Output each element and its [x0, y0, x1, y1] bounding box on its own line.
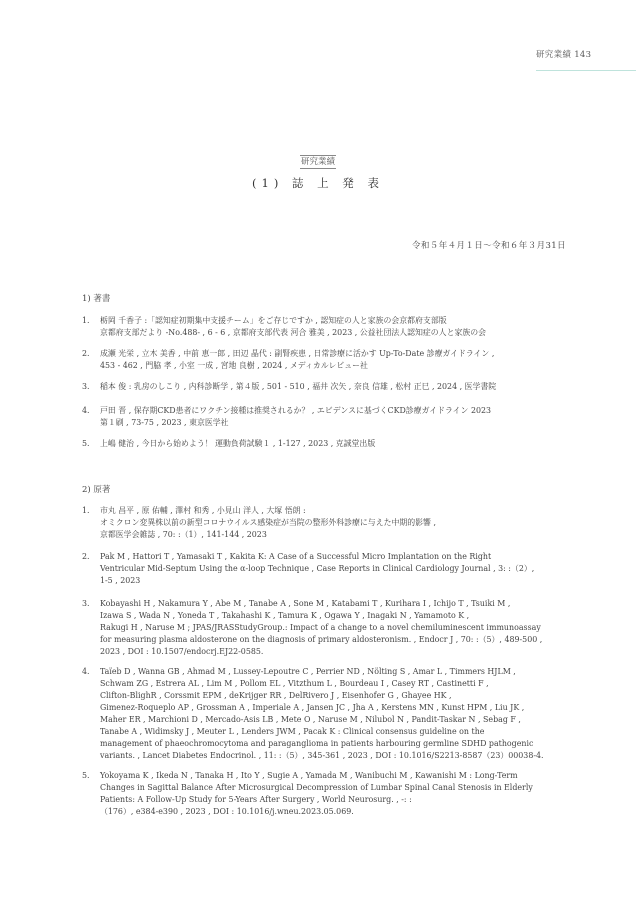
entry-line: Tanabe A , Widimsky J , Meuter L , Lenders JWM , Pacak K : Clinical consensus guideline on the	[100, 727, 485, 736]
entry-line: for measuring plasma aldosterone on the diagnosis of primary aldosteronism. , Endocr J , 70: :（5）, 489-500 ,	[100, 635, 543, 644]
entry-line: 稲本 俊 : 乳房のしこり , 内科診断学 , 第４版 , 501 - 510 , 福井 次矢 , 奈良 信雄 , 松村 正巳 , 2024 , 医学書院	[100, 382, 497, 391]
entry-line: Clifton-BlighR , Corssmit EPM , deKrijger RR , DelRivero J , Eisenhofer G , Ghayee HK ,	[100, 691, 452, 700]
entry-number: 3.	[82, 382, 90, 391]
entry-number: 1.	[82, 316, 90, 325]
entry-line: 栃岡 千香子 :「認知症初期集中支援チーム」をご存じですか , 認知症の人と家族の会京都府支部版	[100, 316, 447, 325]
entry-line: 第１刷 , 73-75 , 2023 , 東京医学社	[100, 418, 229, 427]
entry-line: Kobayashi H , Nakamura Y , Abe M , Tanabe A , Sone M , Katabami T , Kurihara I , Ichijo T , Tsuiki M ,	[100, 599, 511, 608]
entry-line: 2023 , DOI : 10.1507/endocrj.EJ22-0585.	[100, 647, 264, 656]
list-item	[82, 505, 586, 541]
list-item	[82, 598, 586, 658]
entry-line: Taïeb D , Wanna GB , Ahmad M , Lussey-Lepoutre C , Perrier ND , Nölting S , Amar L , Timmers HJLM ,	[100, 667, 516, 676]
section-label: 研究業績	[300, 157, 335, 167]
entry-number: 5.	[82, 439, 90, 448]
entry-line: 市丸 昌平 , 原 佑輔 , 澤村 和秀 , 小見山 洋人 , 大塚 悟朗 :	[100, 506, 306, 515]
entry-line: （176）, e384-e390 , 2023 , DOI : 10.1016/j.wneu.2023.05.069.	[100, 807, 354, 816]
page-title: (1) 誌 上 発 表	[252, 176, 384, 190]
list-item	[82, 315, 586, 339]
entry-line: Patients: A Follow-Up Study for 5-Years After Surgery , World Neurosurg. , -: :	[100, 795, 412, 804]
section-heading-books: 1) 著書	[82, 294, 111, 304]
list-item	[82, 551, 586, 587]
running-head: 研究業績 143	[536, 50, 592, 60]
list-item	[82, 348, 586, 372]
running-head-rule	[536, 70, 636, 71]
entry-number: 5.	[82, 771, 90, 780]
entry-line: Schwam ZG , Estrera AL , Lim M , Pollom EL , Vitzthum L , Bourdeau I , Casey RT , Castinetti F ,	[100, 679, 489, 688]
entry-line: 京都府支部だより -No.488- , 6 - 6 , 京都府支部代表 河合 雅美 , 2023 , 公益社団法人認知症の人と家族の会	[100, 328, 487, 337]
entry-line: Ventricular Mid-Septum Using the α-loop Technique , Case Reports in Clinical Cardiology Journal , 3: :（2）,	[100, 564, 535, 573]
list-item	[82, 770, 586, 818]
entry-line: Gimenez-Roqueplo AP , Grossman A , Imperiale A , Jansen JC , Jha A , Kerstens MN , Kunst HPM , Liu JK ,	[100, 703, 525, 712]
entry-number: 2.	[82, 349, 90, 358]
entry-line: 成瀬 光栄 , 立木 美香 , 中前 恵一郎 , 田辺 晶代 : 副腎疾患 , 日常診療に活かす Up-To-Date 診療ガイドライン ,	[100, 349, 495, 358]
entry-line: Pak M , Hattori T , Yamasaki T , Kakita K: A Case of a Successful Micro Implantation on the Right	[100, 552, 492, 561]
entry-number: 1.	[82, 506, 90, 515]
entry-line: Changes in Sagittal Balance After Microsurgical Decompression of Lumbar Spinal Canal Stenosis in Elderly	[100, 783, 533, 792]
entry-line: Maher ER , Marchioni D , Mercado-Asis LB , Mete O , Naruse M , Nilubol N , Pandit-Taskar N , Sebag F ,	[100, 715, 521, 724]
entry-number: 4.	[82, 406, 90, 415]
list-item	[82, 438, 586, 450]
list-item	[82, 381, 586, 393]
entry-line: オミクロン変異株以前の新型コロナウイルス感染症が当院の整形外科診療に与えた中期的影響 ,	[100, 518, 436, 527]
entry-number: 2.	[82, 552, 90, 561]
entry-number: 4.	[82, 667, 90, 676]
entry-line: 京都医学会雑誌 , 70: :（1）, 141-144 , 2023	[100, 530, 267, 539]
list-item	[82, 405, 586, 429]
entry-line: management of phaeochromocytoma and paraganglioma in patients harbouring germline SDHD pathogenic	[100, 739, 534, 748]
entry-line: variants. , Lancet Diabetes Endocrinol. , 11: :（5）, 345-361 , 2023 , DOI : 10.1016/S2213-8587（23）00038-4.	[100, 751, 544, 760]
entry-line: 上嶋 健治 , 今日から始めよう！ 運動負荷試験１ , 1-127 , 2023 , 克誠堂出版	[100, 439, 376, 448]
entry-line: 453 - 462 , 門脇 孝 , 小室 一成 , 宮地 良樹 , 2024 , メディカルレビュー社	[100, 361, 368, 370]
entry-line: Rakugi H , Naruse M ; JPAS/JRASStudyGroup.: Impact of a change to a novel chemiluminescent immunoassay	[100, 623, 541, 632]
entry-line: Izawa S , Wada N , Yoneda T , Takahashi K , Tamura K , Ogawa Y , Inagaki N , Yamamoto K ,	[100, 611, 470, 620]
entry-line: Yokoyama K , Ikeda N , Tanaka H , Ito Y , Sugie A , Yamada M , Wanibuchi M , Kawanishi M : Long-Term	[100, 771, 518, 780]
period-range: 令和５年４月１日～令和６年３月31日	[412, 241, 567, 251]
entry-line: 戸田 晋 , 保存期CKD患者にワクチン接種は推奨されるか？ , エビデンスに基づくCKD診療ガイドライン 2023	[100, 406, 492, 415]
list-item	[82, 666, 586, 762]
section-label-wrap	[0, 149, 636, 169]
section-heading-original-articles: 2) 原著	[82, 485, 111, 495]
entry-line: 1-5 , 2023	[100, 576, 141, 585]
entry-number: 3.	[82, 599, 90, 608]
